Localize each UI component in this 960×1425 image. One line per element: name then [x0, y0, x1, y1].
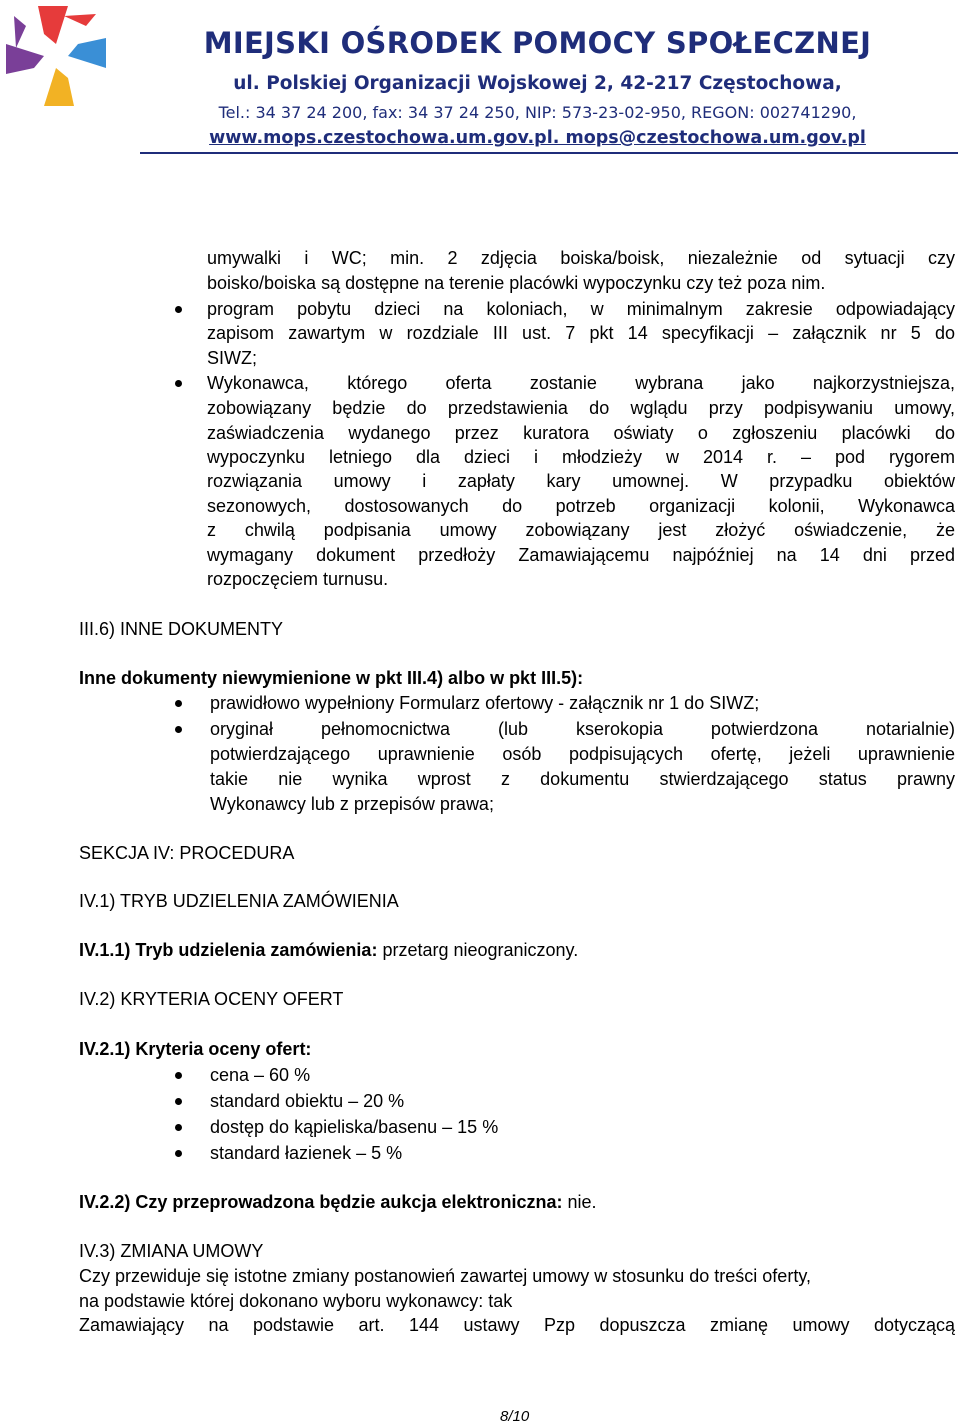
list-item-line: Wykonawcy lub z przepisów prawa; [210, 794, 494, 814]
auction-value: nie. [562, 1192, 597, 1212]
list-item-line: program pobytu dzieci na koloniach, w minimalnym zakresie odpowiadający [207, 299, 955, 319]
procedure-label: IV.1.1) Tryb udzielenia zamówienia: [79, 940, 378, 960]
mops-logo-icon [4, 4, 108, 108]
bullet-icon [175, 1098, 182, 1105]
list-item-line: z chwilą podpisania umowy zobowiązany jest złożyć oświadczenie, że [207, 520, 955, 540]
institution-address: ul. Polskiej Organizacji Wojskowej 2, 42-217 Częstochowa, [233, 73, 842, 94]
header-divider [140, 152, 958, 154]
list-item-line: boisko/boiska są dostępne na terenie placówki wypoczynku czy też poza nim. [207, 273, 826, 293]
section-heading: SEKCJA IV: PROCEDURA [79, 843, 295, 863]
section-heading: III.6) INNE DOKUMENTY [79, 619, 284, 639]
section-heading: IV.2) KRYTERIA OCENY OFERT [79, 989, 344, 1009]
subsection-heading: Inne dokumenty niewymienione w pkt III.4) albo w pkt III.5): [79, 668, 584, 688]
bullet-icon [175, 726, 182, 733]
criterion-item: standard łazienek – 5 % [210, 1143, 403, 1163]
list-item-line: rozpoczęciem turnusu. [207, 569, 389, 589]
bullet-icon [175, 1150, 182, 1157]
list-item-line: wypoczynku letniego dla dzieci i młodzieży w 2014 r. – pod rygorem [207, 447, 955, 467]
auction-label: IV.2.2) Czy przeprowadzona będzie aukcja elektroniczna: [79, 1192, 563, 1212]
list-item-line: sezonowych, dostosowanych do potrzeb organizacji kolonii, Wykonawca [207, 496, 955, 516]
bullet-icon [175, 700, 182, 707]
procedure-line [79, 938, 578, 963]
institution-web-links[interactable]: www.mops.czestochowa.um.gov.pl. mops@czestochowa.um.gov.pl [209, 128, 866, 148]
bullet-icon [175, 306, 182, 313]
list-item-line: wymagany dokument przedłoży Zamawiającemu najpóźniej na 14 dni przed [207, 545, 955, 565]
list-item-line: zobowiązany będzie do przedstawienia do wglądu przy podpisywaniu umowy, [207, 398, 955, 418]
criterion-item: standard obiektu – 20 % [210, 1091, 405, 1111]
list-item-line: rozwiązania umowy i zapłaty kary umownej. W przypadku obiektów [207, 471, 955, 491]
list-item-line: prawidłowo wypełniony Formularz ofertowy - załącznik nr 1 do SIWZ; [210, 693, 760, 713]
paragraph-line: Czy przewiduje się istotne zmiany postanowień zawartej umowy w stosunku do treści oferty, [79, 1266, 811, 1286]
institution-title: MIEJSKI OŚRODEK POMOCY SPOŁECZNEJ [203, 26, 872, 60]
paragraph-line: na podstawie której dokonano wyboru wykonawcy: tak [79, 1291, 513, 1311]
procedure-value: przetarg nieograniczony. [377, 940, 579, 960]
section-heading: IV.3) ZMIANA UMOWY [79, 1241, 264, 1261]
list-item-line: oryginał pełnomocnictwa (lub kserokopia potwierdzona notarialnie) [210, 719, 955, 739]
list-item-line: zaświadczenia wydanego przez kuratora oświaty o zgłoszeniu placówki do [207, 423, 955, 443]
auction-line [79, 1190, 597, 1215]
institution-contact: Tel.: 34 37 24 200, fax: 34 37 24 250, NIP: 573-23-02-950, REGON: 002741290, [218, 103, 857, 122]
criterion-item: cena – 60 % [210, 1065, 311, 1085]
list-item-line: potwierdzającego uprawnienie osób podpisujących ofertę, jeżeli uprawnienie [210, 744, 955, 764]
paragraph-line: Zamawiający na podstawie art. 144 ustawy Pzp dopuszcza zmianę umowy dotyczącą [79, 1315, 955, 1335]
bullet-icon [175, 1072, 182, 1079]
bullet-icon [175, 1124, 182, 1131]
list-item-line: SIWZ; [207, 348, 257, 368]
bullet-icon [175, 380, 182, 387]
criterion-item: dostęp do kąpieliska/basenu – 15 % [210, 1117, 499, 1137]
section-heading: IV.1) TRYB UDZIELENIA ZAMÓWIENIA [79, 891, 399, 911]
subsection-heading: IV.2.1) Kryteria oceny ofert: [79, 1039, 312, 1059]
list-item-line: umywalki i WC; min. 2 zdjęcia boiska/boisk, niezależnie od sytuacji czy [207, 248, 955, 268]
list-item-line: zapisom zawartym w rozdziale III ust. 7 pkt 14 specyfikacji – załącznik nr 5 do [207, 323, 955, 343]
list-item-line: Wykonawca, którego oferta zostanie wybrana jako najkorzystniejsza, [207, 373, 955, 393]
page-number: 8/10 [500, 1408, 530, 1425]
list-item-line: takie nie wynika wprost z dokumentu stwierdzającego status prawny [210, 769, 955, 789]
